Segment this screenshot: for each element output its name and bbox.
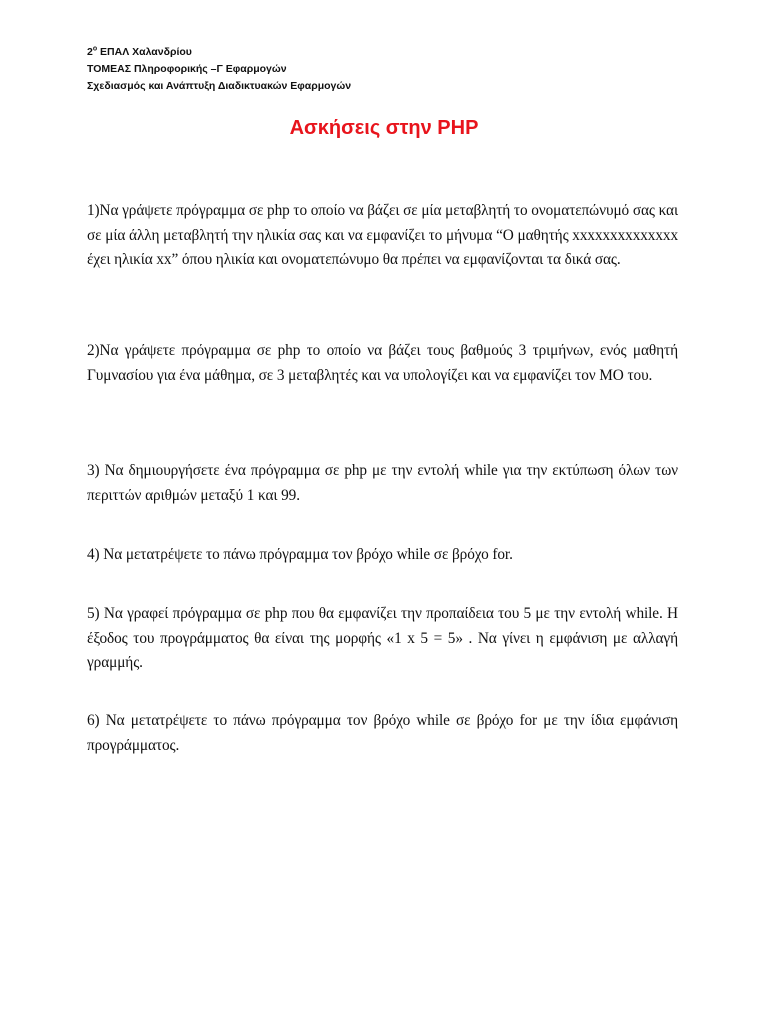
page-title: Ασκήσεις στην PHP [289, 117, 479, 139]
exercise-4: 4) Να μετατρέψετε το πάνω πρόγραμμα τον βρόχο while σε βρόχο for. [87, 546, 513, 563]
school-line [87, 44, 351, 61]
exercise-3: 3) Να δημιουργήσετε ένα πρόγραμμα σε php με την εντολή while για την εκτύπωση όλων των περιττών αριθμών μεταξύ 1 και 99. [87, 462, 678, 504]
exercise-1: 1)Να γράψετε πρόγραμμα σε php το οποίο να βάζει σε μία μεταβλητή το ονοματεπώνυμό σας και σε μία άλλη μεταβλητή την ηλικία σας και να εμφανίζει το μήνυμα “Ο μαθητής xxxxxxxxxxxxxx έχει ηλικία xx” όπου ηλικία και ονοματεπώνυμο θα πρέπει να εμφανίζονται τα δικά σας. [87, 202, 678, 268]
school-prefix-superscript: ο [92, 45, 98, 53]
exercise-2: 2)Να γράψετε πρόγραμμα σε php το οποίο να βάζει τους βαθμούς 3 τριμήνων, ενός μαθητή Γυμνασίου για ένα μάθημα, σε 3 μεταβλητές και να υπολογίζει και να εμφανίζει τον ΜΟ του. [87, 342, 678, 384]
exercise-5: 5) Να γραφεί πρόγραμμα σε php που θα εμφανίζει την προπαίδεια του 5 με την εντολή while. Η έξοδος του προγράμματος θα είναι της μορφής «1 x 5 = 5» . Να γίνει η εμφάνιση με αλλαγή γραμμής. [87, 605, 678, 671]
school-prefix-number: 2 [87, 46, 93, 58]
sector-line: ΤΟΜΕΑΣ Πληροφορικής –Γ Εφαρμογών [87, 63, 287, 75]
course-line: Σχεδιασμός και Ανάπτυξη Διαδικτυακών Εφαρμογών [87, 80, 352, 92]
document-header [87, 44, 351, 95]
school-name: ΕΠΑΛ Χαλανδρίου [97, 46, 192, 58]
exercise-6: 6) Να μετατρέψετε το πάνω πρόγραμμα τον βρόχο while σε βρόχο for με την ίδια εμφάνιση προγράμματος. [87, 712, 678, 754]
